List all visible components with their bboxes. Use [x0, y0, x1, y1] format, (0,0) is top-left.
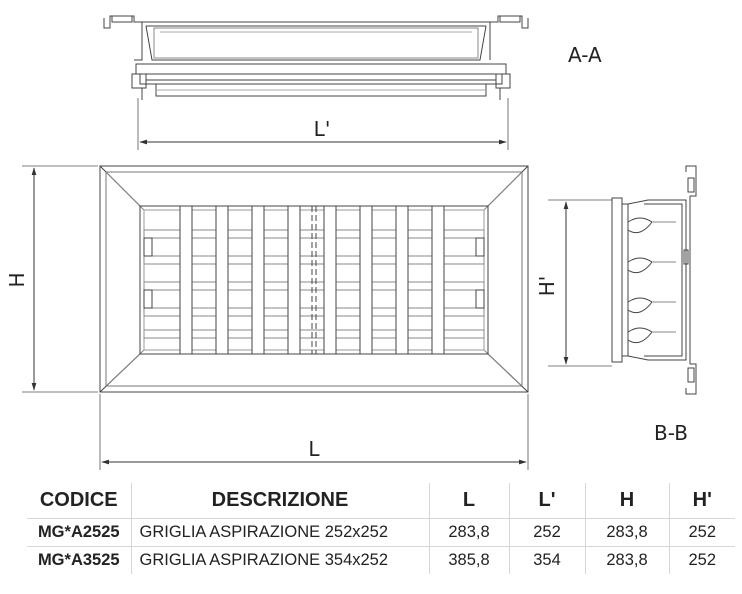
- cell-h: 283,8: [585, 519, 669, 547]
- vertical-blades: [180, 206, 444, 354]
- table-row: [27, 519, 735, 547]
- front-view: [100, 166, 528, 392]
- side-section-view: [612, 166, 696, 394]
- header-descrizione: DESCRIZIONE: [131, 483, 429, 519]
- cell-h-prime: 252: [688, 551, 717, 569]
- cell-codice: MG*A2525: [27, 519, 131, 547]
- table-header-row: [27, 483, 735, 519]
- header-h: H: [585, 483, 669, 519]
- header-codice: CODICE: [27, 483, 131, 519]
- cell-descrizione: GRIGLIA ASPIRAZIONE 252x252: [131, 519, 429, 547]
- top-section-view: [104, 16, 528, 100]
- dimension-h-prime: [535, 200, 612, 366]
- cell-l: 283,8: [429, 519, 509, 547]
- dimension-h: [5, 166, 98, 392]
- section-b-b-label: B-B: [654, 421, 688, 445]
- cell-l-prime: 354: [509, 547, 585, 575]
- dim-h-label: H: [5, 272, 29, 288]
- dim-l-prime-label: L': [313, 117, 331, 141]
- cell-l: 385,8: [429, 547, 509, 575]
- header-l: L: [429, 483, 509, 519]
- cell-codice: MG*A3525: [27, 547, 131, 575]
- cell-descrizione: GRIGLIA ASPIRAZIONE 354x252: [131, 547, 429, 575]
- section-a-a-label: A-A: [568, 43, 602, 67]
- dimension-l-prime: [138, 98, 508, 150]
- header-l-prime: L': [509, 483, 585, 519]
- cell-l-prime: 252: [509, 519, 585, 547]
- dimension-l: [100, 394, 528, 470]
- cell-h-prime: 252: [669, 519, 735, 547]
- product-table: [27, 483, 735, 574]
- table-row: [27, 547, 735, 575]
- header-h-prime: H': [669, 483, 735, 519]
- dim-l-label: L: [308, 437, 320, 461]
- cell-h: 283,8: [585, 547, 669, 575]
- dim-h-prime-label: H': [535, 275, 559, 297]
